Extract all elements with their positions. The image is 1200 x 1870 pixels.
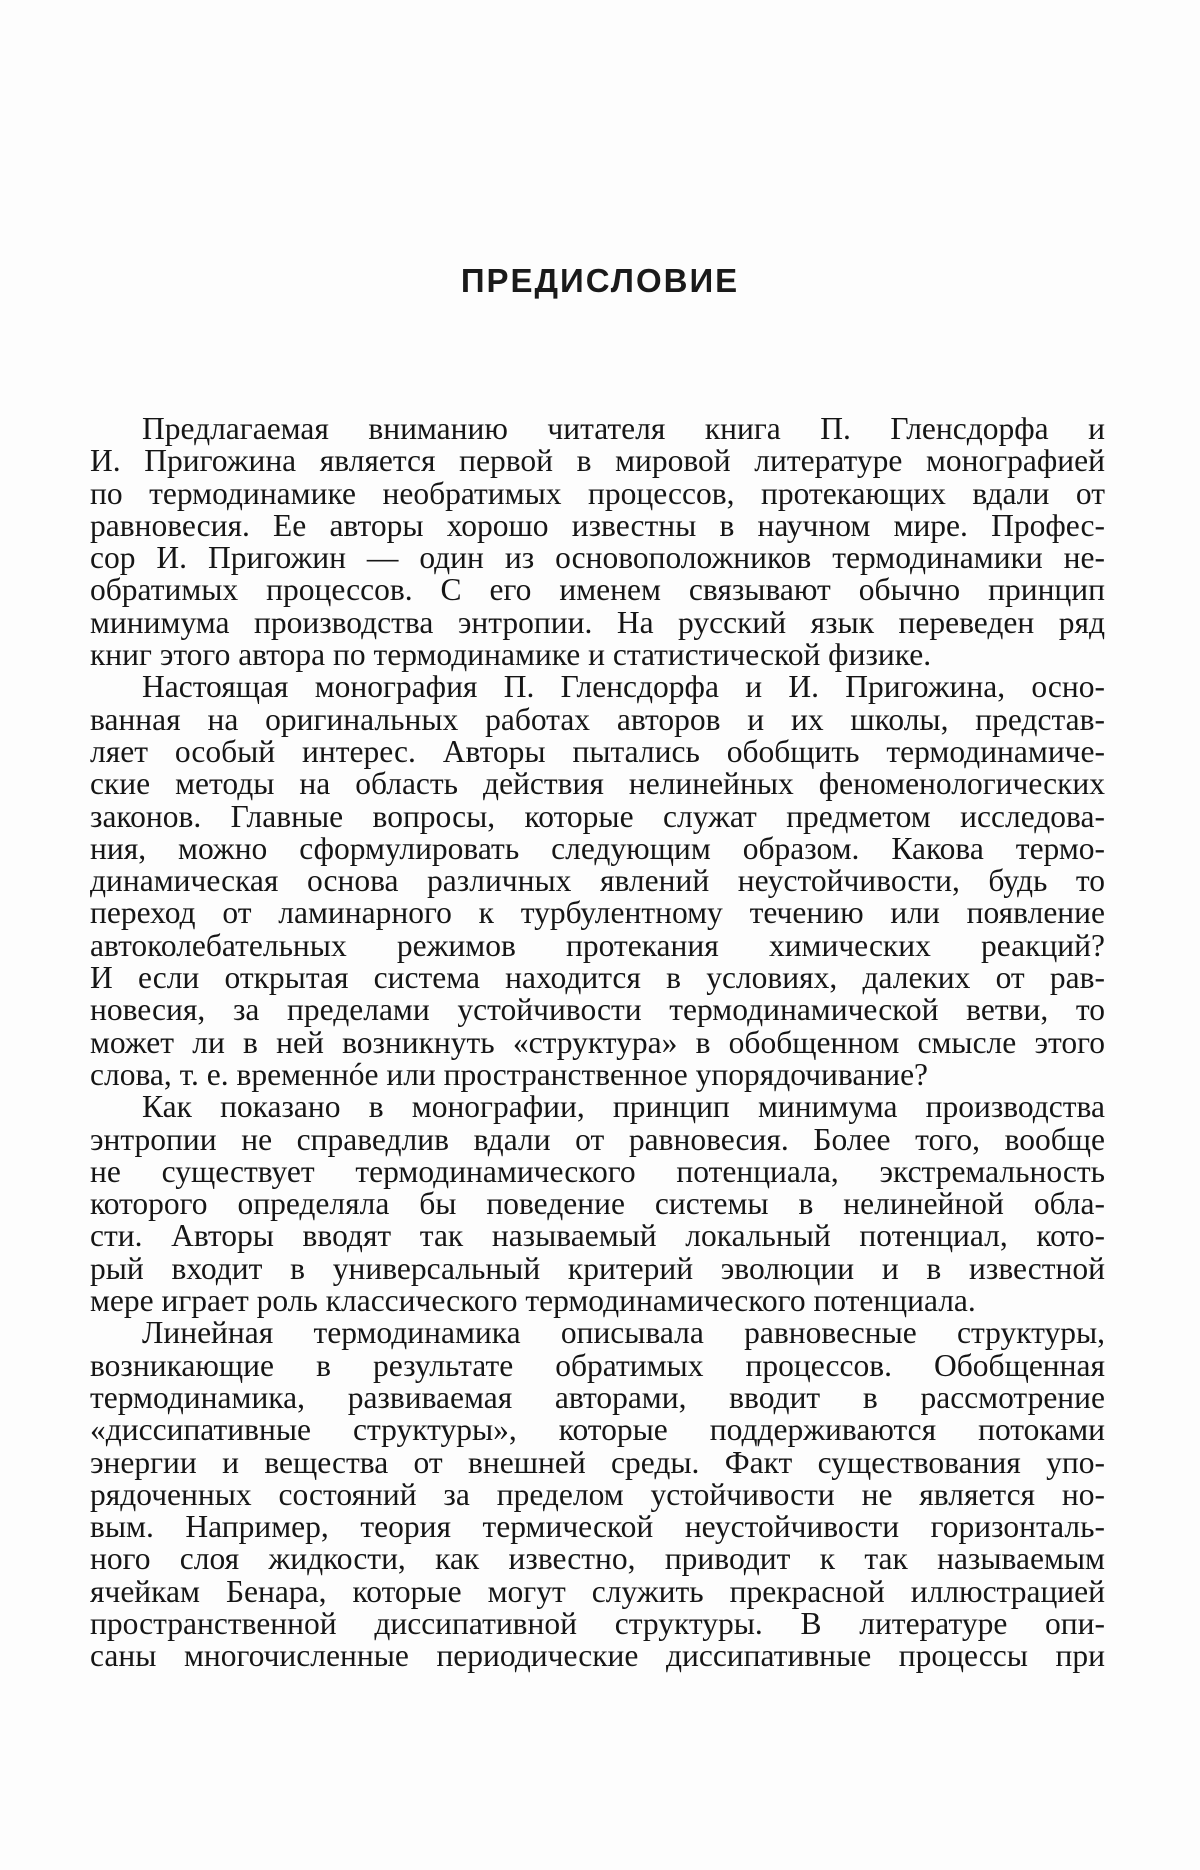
text-line: Предлагаемая вниманию читателя книга П. Гленсдорфа и bbox=[142, 411, 1105, 446]
text-line: сор И. Пригожин — один из основоположников термодинамики не- bbox=[90, 540, 1105, 576]
text-line: пространственной диссипативной структуры. В литературе опи- bbox=[90, 1605, 1105, 1641]
text-line: новесия, за пределами устойчивости термодинамической ветви, то bbox=[90, 992, 1105, 1028]
text-line: ного слоя жидкости, как известно, приводит к так называемым bbox=[90, 1541, 1105, 1577]
text-line: переход от ламинарного к турбулентному течению или появление bbox=[90, 895, 1105, 931]
text-line: по термодинамике необратимых процессов, протекающих вдали от bbox=[90, 475, 1105, 511]
text-line: законов. Главные вопросы, которые служат предметом исследова- bbox=[90, 798, 1105, 834]
text-line: И. Пригожина является первой в мировой литературе монографией bbox=[90, 443, 1105, 479]
text-line: ляет особый интерес. Авторы пытались обобщить термодинамиче- bbox=[90, 733, 1105, 769]
text-line: И если открытая система находится в условиях, далеких от рав- bbox=[90, 960, 1105, 996]
text-line: ния, можно сформулировать следующим образом. Какова термо- bbox=[90, 830, 1105, 866]
paragraph-1 bbox=[90, 413, 1105, 671]
paragraph-4 bbox=[90, 1317, 1105, 1672]
text-line: энергии и вещества от внешней среды. Факт существования упо- bbox=[90, 1444, 1105, 1480]
paragraph-3 bbox=[90, 1091, 1105, 1317]
text-line: вым. Например, теория термической неустойчивости горизонталь- bbox=[90, 1509, 1105, 1545]
preface-body bbox=[90, 413, 1105, 1673]
text-line: энтропии не справедлив вдали от равновесия. Более того, вообще bbox=[90, 1121, 1105, 1157]
text-line: рядоченных состояний за пределом устойчивости не является но- bbox=[90, 1476, 1105, 1512]
text-line: которого определяла бы поведение системы в нелинейной обла- bbox=[90, 1186, 1105, 1222]
text-line: Как показано в монографии, принцип минимума производства bbox=[142, 1089, 1105, 1125]
text-line: не существует термодинамического потенциала, экстремальность bbox=[90, 1153, 1105, 1189]
text-line: автоколебательных режимов протекания химических реакций? bbox=[90, 927, 1105, 963]
paragraph-2 bbox=[90, 671, 1105, 1091]
text-line: Линейная термодинамика описывала равновесные структуры, bbox=[142, 1315, 1105, 1351]
text-line: ячейкам Бенара, которые могут служить прекрасной иллюстрацией bbox=[90, 1573, 1105, 1609]
text-line: термодинамика, развиваемая авторами, вводит в рассмотрение bbox=[90, 1379, 1105, 1415]
text-line: слова, т. е. временнóе или пространственное упорядочивание? bbox=[90, 1056, 929, 1092]
text-line: книг этого автора по термодинамике и статистической физике. bbox=[90, 637, 932, 673]
text-line: сти. Авторы вводят так называемый локальный потенциал, кото- bbox=[90, 1218, 1105, 1254]
page-title: ПРЕДИСЛОВИЕ bbox=[460, 262, 740, 299]
text-line: мере играет роль классического термодинамического потенциала. bbox=[90, 1283, 976, 1319]
text-line: ские методы на область действия нелинейных феноменологических bbox=[90, 766, 1105, 802]
text-line: рый входит в универсальный критерий эволюции и в известной bbox=[90, 1250, 1105, 1286]
text-line: обратимых процессов. С его именем связывают обычно принцип bbox=[90, 572, 1105, 608]
text-line: равновесия. Ее авторы хорошо известны в научном мире. Профес- bbox=[90, 507, 1105, 543]
text-line: ванная на оригинальных работах авторов и их школы, представ- bbox=[90, 701, 1105, 737]
text-line: может ли в ней возникнуть «структура» в обобщенном смысле этого bbox=[90, 1024, 1105, 1060]
text-line: «диссипативные структуры», которые поддерживаются потоками bbox=[90, 1412, 1105, 1448]
text-line: Настоящая монография П. Гленсдорфа и И. Пригожина, осно- bbox=[142, 669, 1105, 705]
text-line: минимума производства энтропии. На русский язык переведен ряд bbox=[90, 604, 1105, 640]
text-line: саны многочисленные периодические диссипативные процессы при bbox=[90, 1638, 1105, 1674]
text-line: возникающие в результате обратимых процессов. Обобщенная bbox=[90, 1347, 1105, 1383]
text-line: динамическая основа различных явлений неустойчивости, будь то bbox=[90, 863, 1105, 899]
